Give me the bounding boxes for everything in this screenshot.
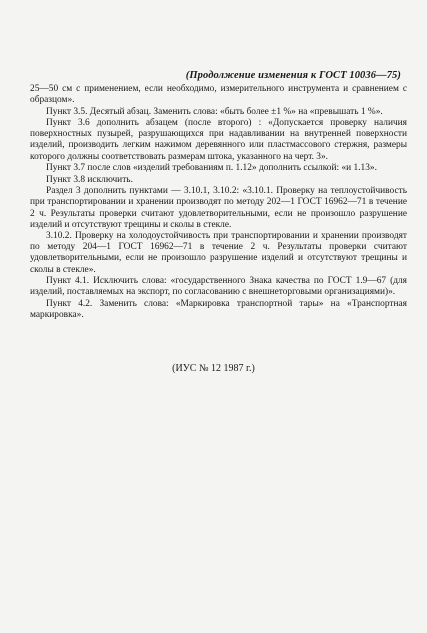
paragraph-section-3: Раздел 3 дополнить пунктами — 3.10.1, 3.10.2: «3.10.1. Проверку на теплоустойчивость при транспортировании и хранении производят по методу 202—1 ГОСТ 16962—71 в течение 2 ч. Результаты проверки считают удовлетворительными, если не произошло разрушение изделий и отсутствуют трещины и сколы в стекле.	[30, 186, 407, 230]
paragraph-item-3-7: Пункт 3.7 после слов «изделий требованиям п. 1.12» дополнить ссылкой: «и 1.13».	[46, 163, 377, 174]
paragraph-item-3-5: Пункт 3.5. Десятый абзац. Заменить слова: «быть более ±1 %» на «превышать 1 %».	[46, 106, 383, 117]
paragraph-item-3-6: Пункт 3.6 дополнить абзацем (после второго) : «Допускается проверку наличия поверхностных пузырей, разрушающихся при надавливании на внутренней поверхности изделий, производить легким нажимом деревянного или пластмассового стержня, размеры которого должны соответствовать размерам штока, указанного на черт. 3».	[30, 118, 407, 162]
paragraph-item-3-10-2: 3.10.2. Проверку на холодоустойчивость при транспортировании и хранении производят по методу 204—1 ГОСТ 16962—71 в течение 2 ч. Результаты проверки считают удовлетворительными, если не произошло разрушение изделий и отсутствуют трещины и сколы в стекле».	[30, 231, 407, 275]
publication-reference: (ИУС № 12 1987 г.)	[172, 363, 255, 374]
paragraph-item-4-1: Пункт 4.1. Исключить слова: «государственного Знака качества по ГОСТ 1.9—67 (для изделий, поставляемых на экспорт, по согласованию с внешнеторговыми организациями)».	[30, 276, 407, 298]
paragraph-item-4-2: Пункт 4.2. Заменить слова: «Маркировка транспортной тары» на «Транспортная маркировка».	[30, 298, 407, 320]
page-header: (Продолжение изменения к ГОСТ 10036—75)	[185, 70, 401, 81]
document-body	[30, 84, 407, 321]
paragraph-continuation: 25—50 см с применением, если необходимо, измерительного инструмента и сравнением с образцом».	[30, 84, 407, 106]
paragraph-item-3-8: Пункт 3.8 исключить.	[46, 174, 133, 185]
